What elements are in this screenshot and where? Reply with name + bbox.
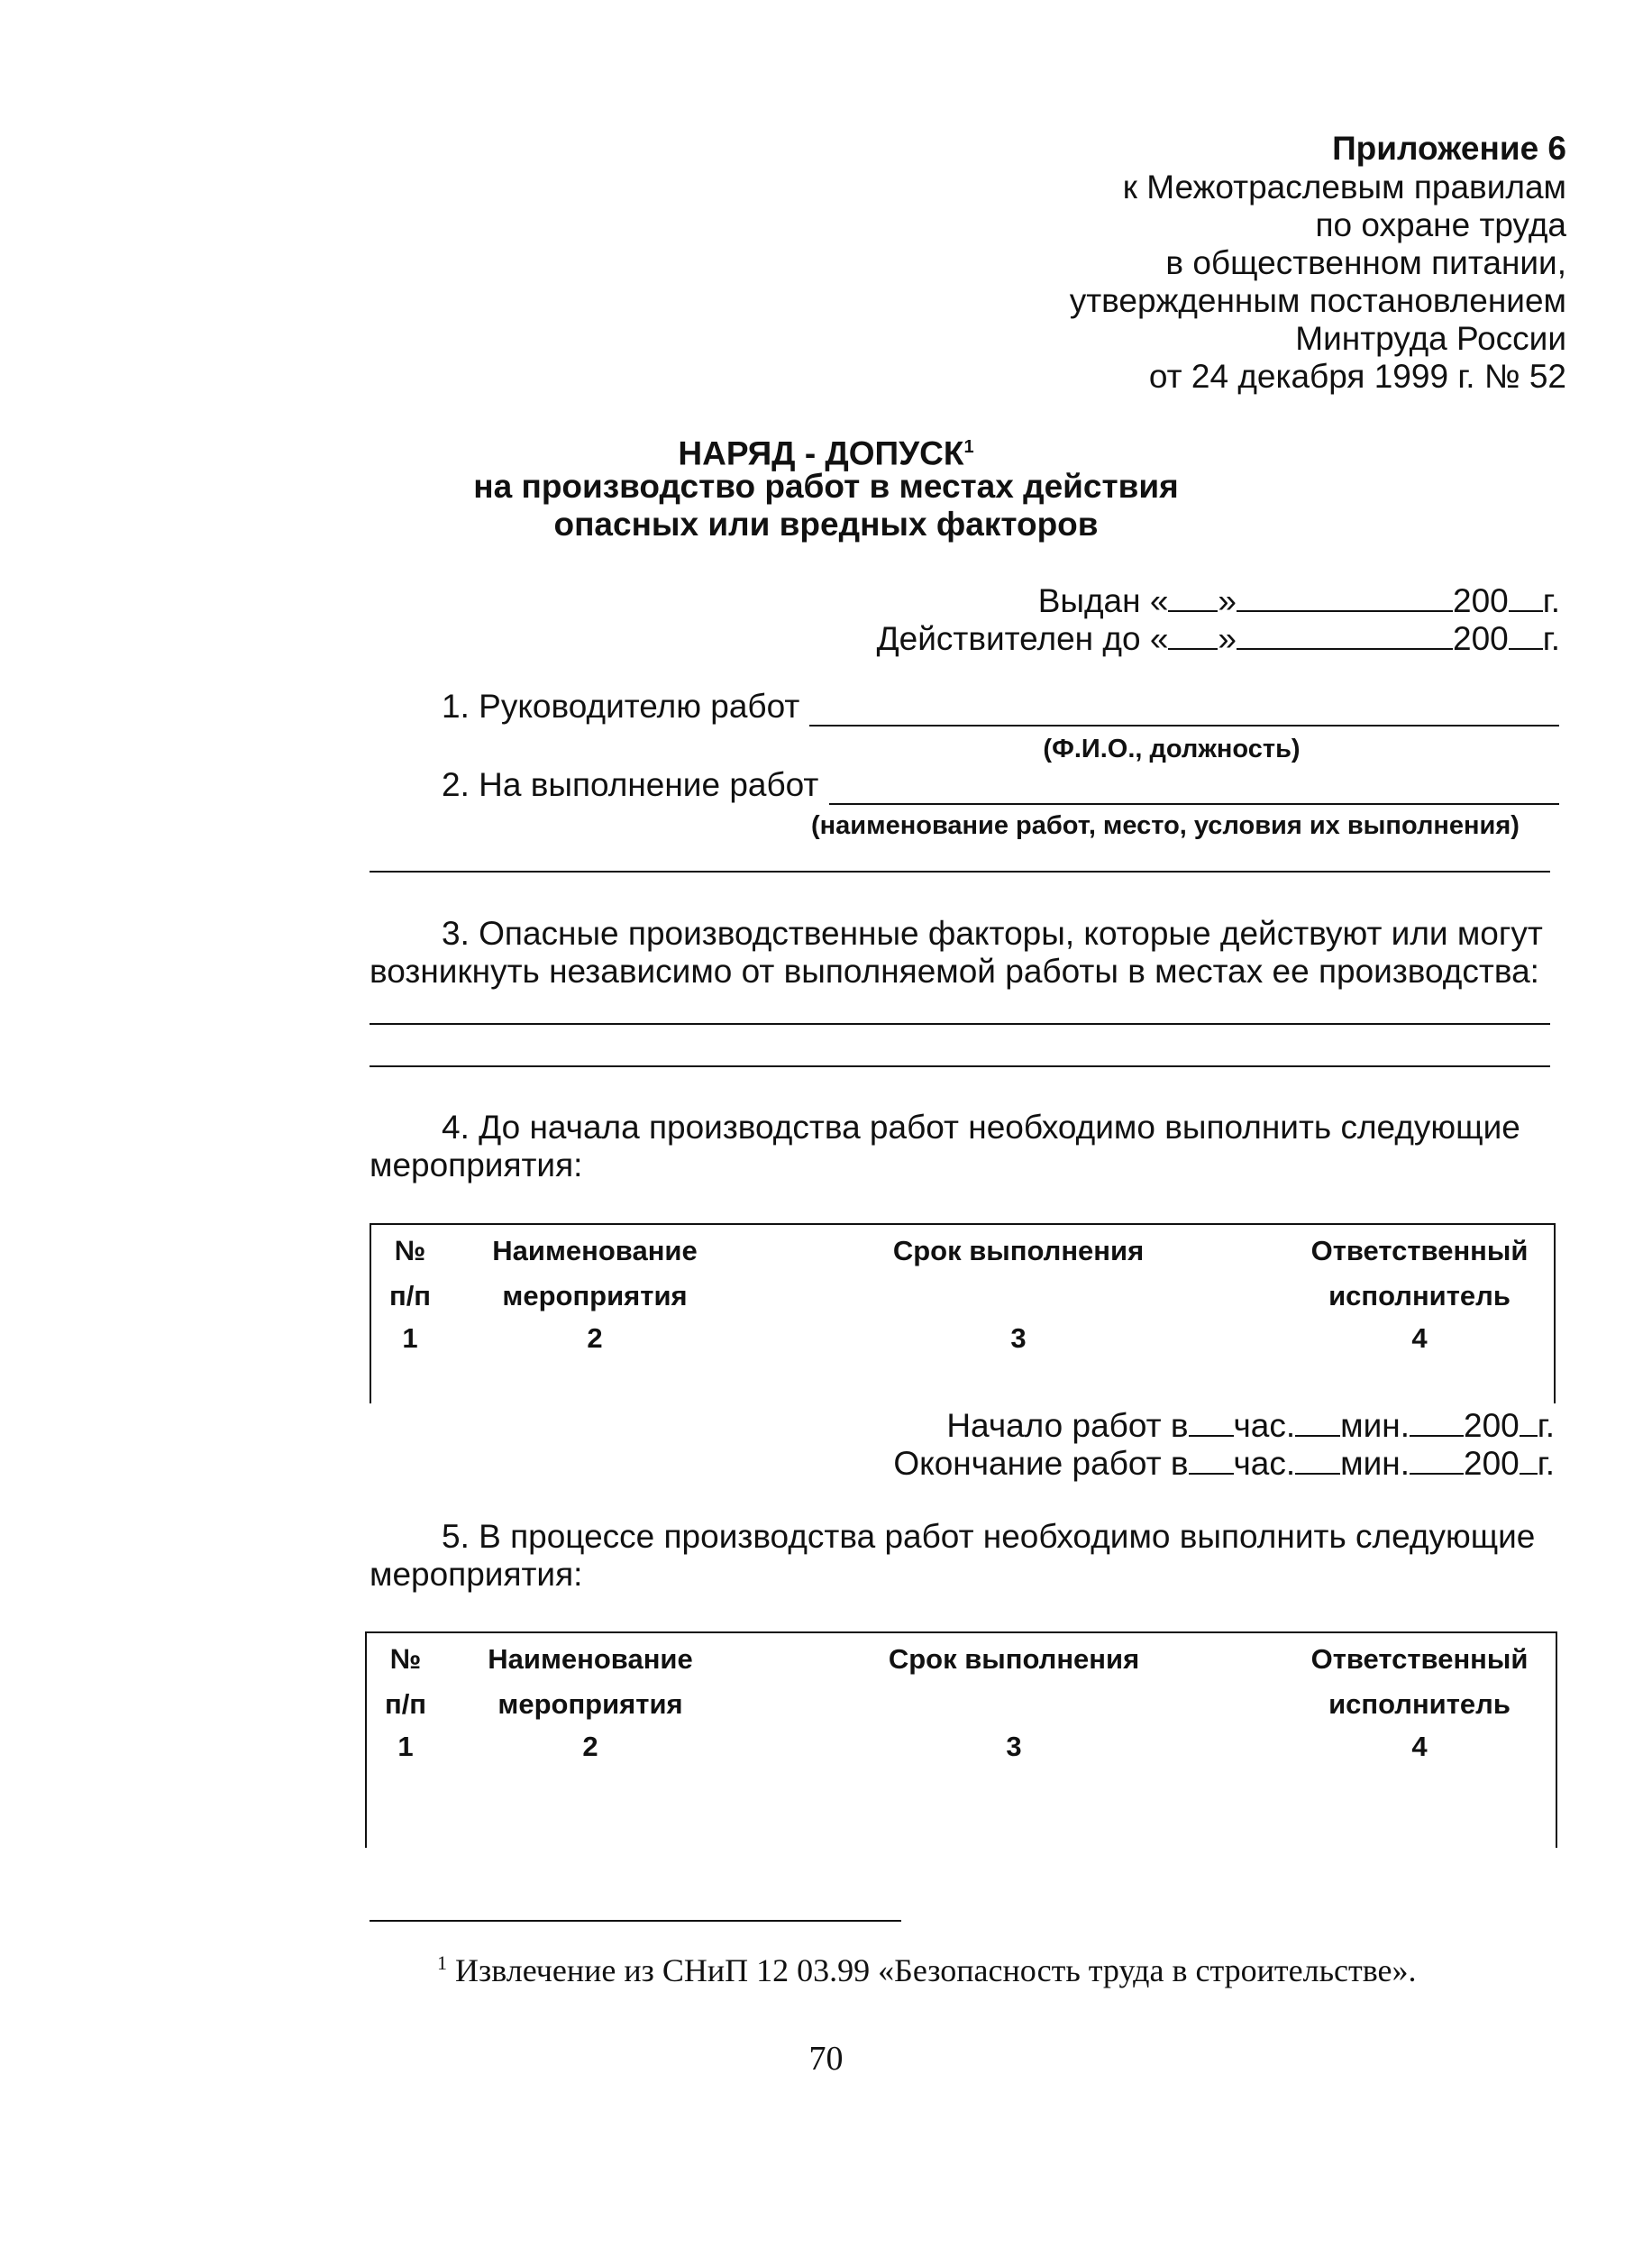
minutes-blank [1295,1403,1340,1437]
work-start-line: Начало работ в час. мин. 200 г. [946,1403,1555,1444]
appendix-line: к Межотраслевым правилам [1122,169,1566,206]
page-number: 70 [808,2040,844,2078]
header-measure: Наименование [492,1235,698,1266]
fill-line [829,803,1559,805]
header-deadline: Срок выполнения [888,1643,1140,1675]
appendix-line: от 24 декабря 1999 г. № 52 [1148,358,1566,395]
header-responsible: Ответственный [1310,1643,1529,1675]
day-blank [1168,617,1218,650]
footnote-separator [370,1920,901,1922]
item-1-caption: (Ф.И.О., должность) [1043,735,1301,763]
header-responsible: исполнитель [1328,1688,1511,1720]
appendix-title: Приложение 6 [1332,130,1566,167]
column-number: 1 [397,1731,414,1762]
column-number: 1 [402,1322,418,1354]
header-number: № [389,1643,422,1675]
header-deadline: Срок выполнения [892,1235,1145,1266]
year-blank [1520,1441,1538,1475]
header-measure: мероприятия [502,1280,688,1311]
hours-blank [1189,1403,1234,1437]
table-border-left [370,1223,371,1403]
issued-line: Выдан « » 200 г. [1038,579,1560,619]
fill-line [370,1065,1550,1067]
table-border-left [365,1631,367,1848]
footnote-mark: 1 [963,437,974,457]
minutes-blank [1295,1441,1340,1475]
table-border-top [365,1631,1557,1633]
appendix-line: Минтруда России [1295,320,1566,357]
month-blank [1237,617,1453,650]
table-border-top [370,1223,1556,1225]
fill-line [370,1023,1550,1025]
footnote-text: Извлечение из СНиП 12 03.99 «Безопасность труда в строительстве». [455,1952,1417,1988]
valid-until-line: Действителен до « » 200 г. [877,617,1560,657]
date-blank [1410,1403,1464,1437]
appendix-line: утвержденным постановлением [1069,282,1566,319]
column-number: 3 [1010,1322,1027,1354]
column-number: 4 [1411,1731,1428,1762]
header-responsible: исполнитель [1328,1280,1511,1311]
hours-blank [1189,1441,1234,1475]
item-5-line-2: мероприятия: [370,1556,583,1593]
header-number: № [394,1235,426,1266]
fill-line [809,725,1559,726]
item-2-text: 2. На выполнение работ [442,766,819,803]
table-border-right [1556,1631,1557,1848]
document-title: НАРЯД - ДОПУСК$^1$ [678,434,974,472]
footnote [437,1945,1416,1988]
header-number: п/п [384,1688,427,1720]
item-3-line-2: возникнуть независимо от выполняемой работы в местах ее производства: [370,953,1539,990]
year-blank [1520,1403,1538,1437]
work-end-line: Окончание работ в час. мин. 200 г. [893,1441,1555,1482]
appendix-line: по охране труда [1315,206,1566,243]
header-responsible: Ответственный [1310,1235,1529,1266]
month-blank [1237,579,1453,612]
column-number: 3 [1006,1731,1022,1762]
item-4-line-1: 4. До начала производства работ необходимо выполнить следующие [442,1109,1520,1146]
year-blank [1509,579,1543,612]
column-number: 4 [1411,1322,1428,1354]
date-blank [1410,1441,1464,1475]
header-number: п/п [388,1280,432,1311]
item-1-text: 1. Руководителю работ [442,688,800,725]
item-2-caption: (наименование работ, место, условия их выполнения) [811,811,1520,840]
column-number: 2 [582,1731,598,1762]
item-4-line-2: мероприятия: [370,1147,583,1183]
day-blank [1168,579,1218,612]
year-blank [1509,617,1543,650]
header-measure: Наименование [488,1643,693,1675]
appendix-line: в общественном питании, [1165,244,1566,281]
document-subtitle: опасных или вредных факторов [553,506,1099,543]
document-subtitle: на производство работ в местах действия [473,468,1179,505]
fill-line [370,871,1550,873]
table-border-right [1554,1223,1556,1403]
footnote-mark: 1 [437,1951,447,1974]
item-5-line-1: 5. В процессе производства работ необходимо выполнить следующие [442,1518,1536,1555]
item-3-line-1: 3. Опасные производственные факторы, которые действуют или могут [442,915,1543,952]
column-number: 2 [587,1322,603,1354]
header-measure: мероприятия [497,1688,683,1720]
